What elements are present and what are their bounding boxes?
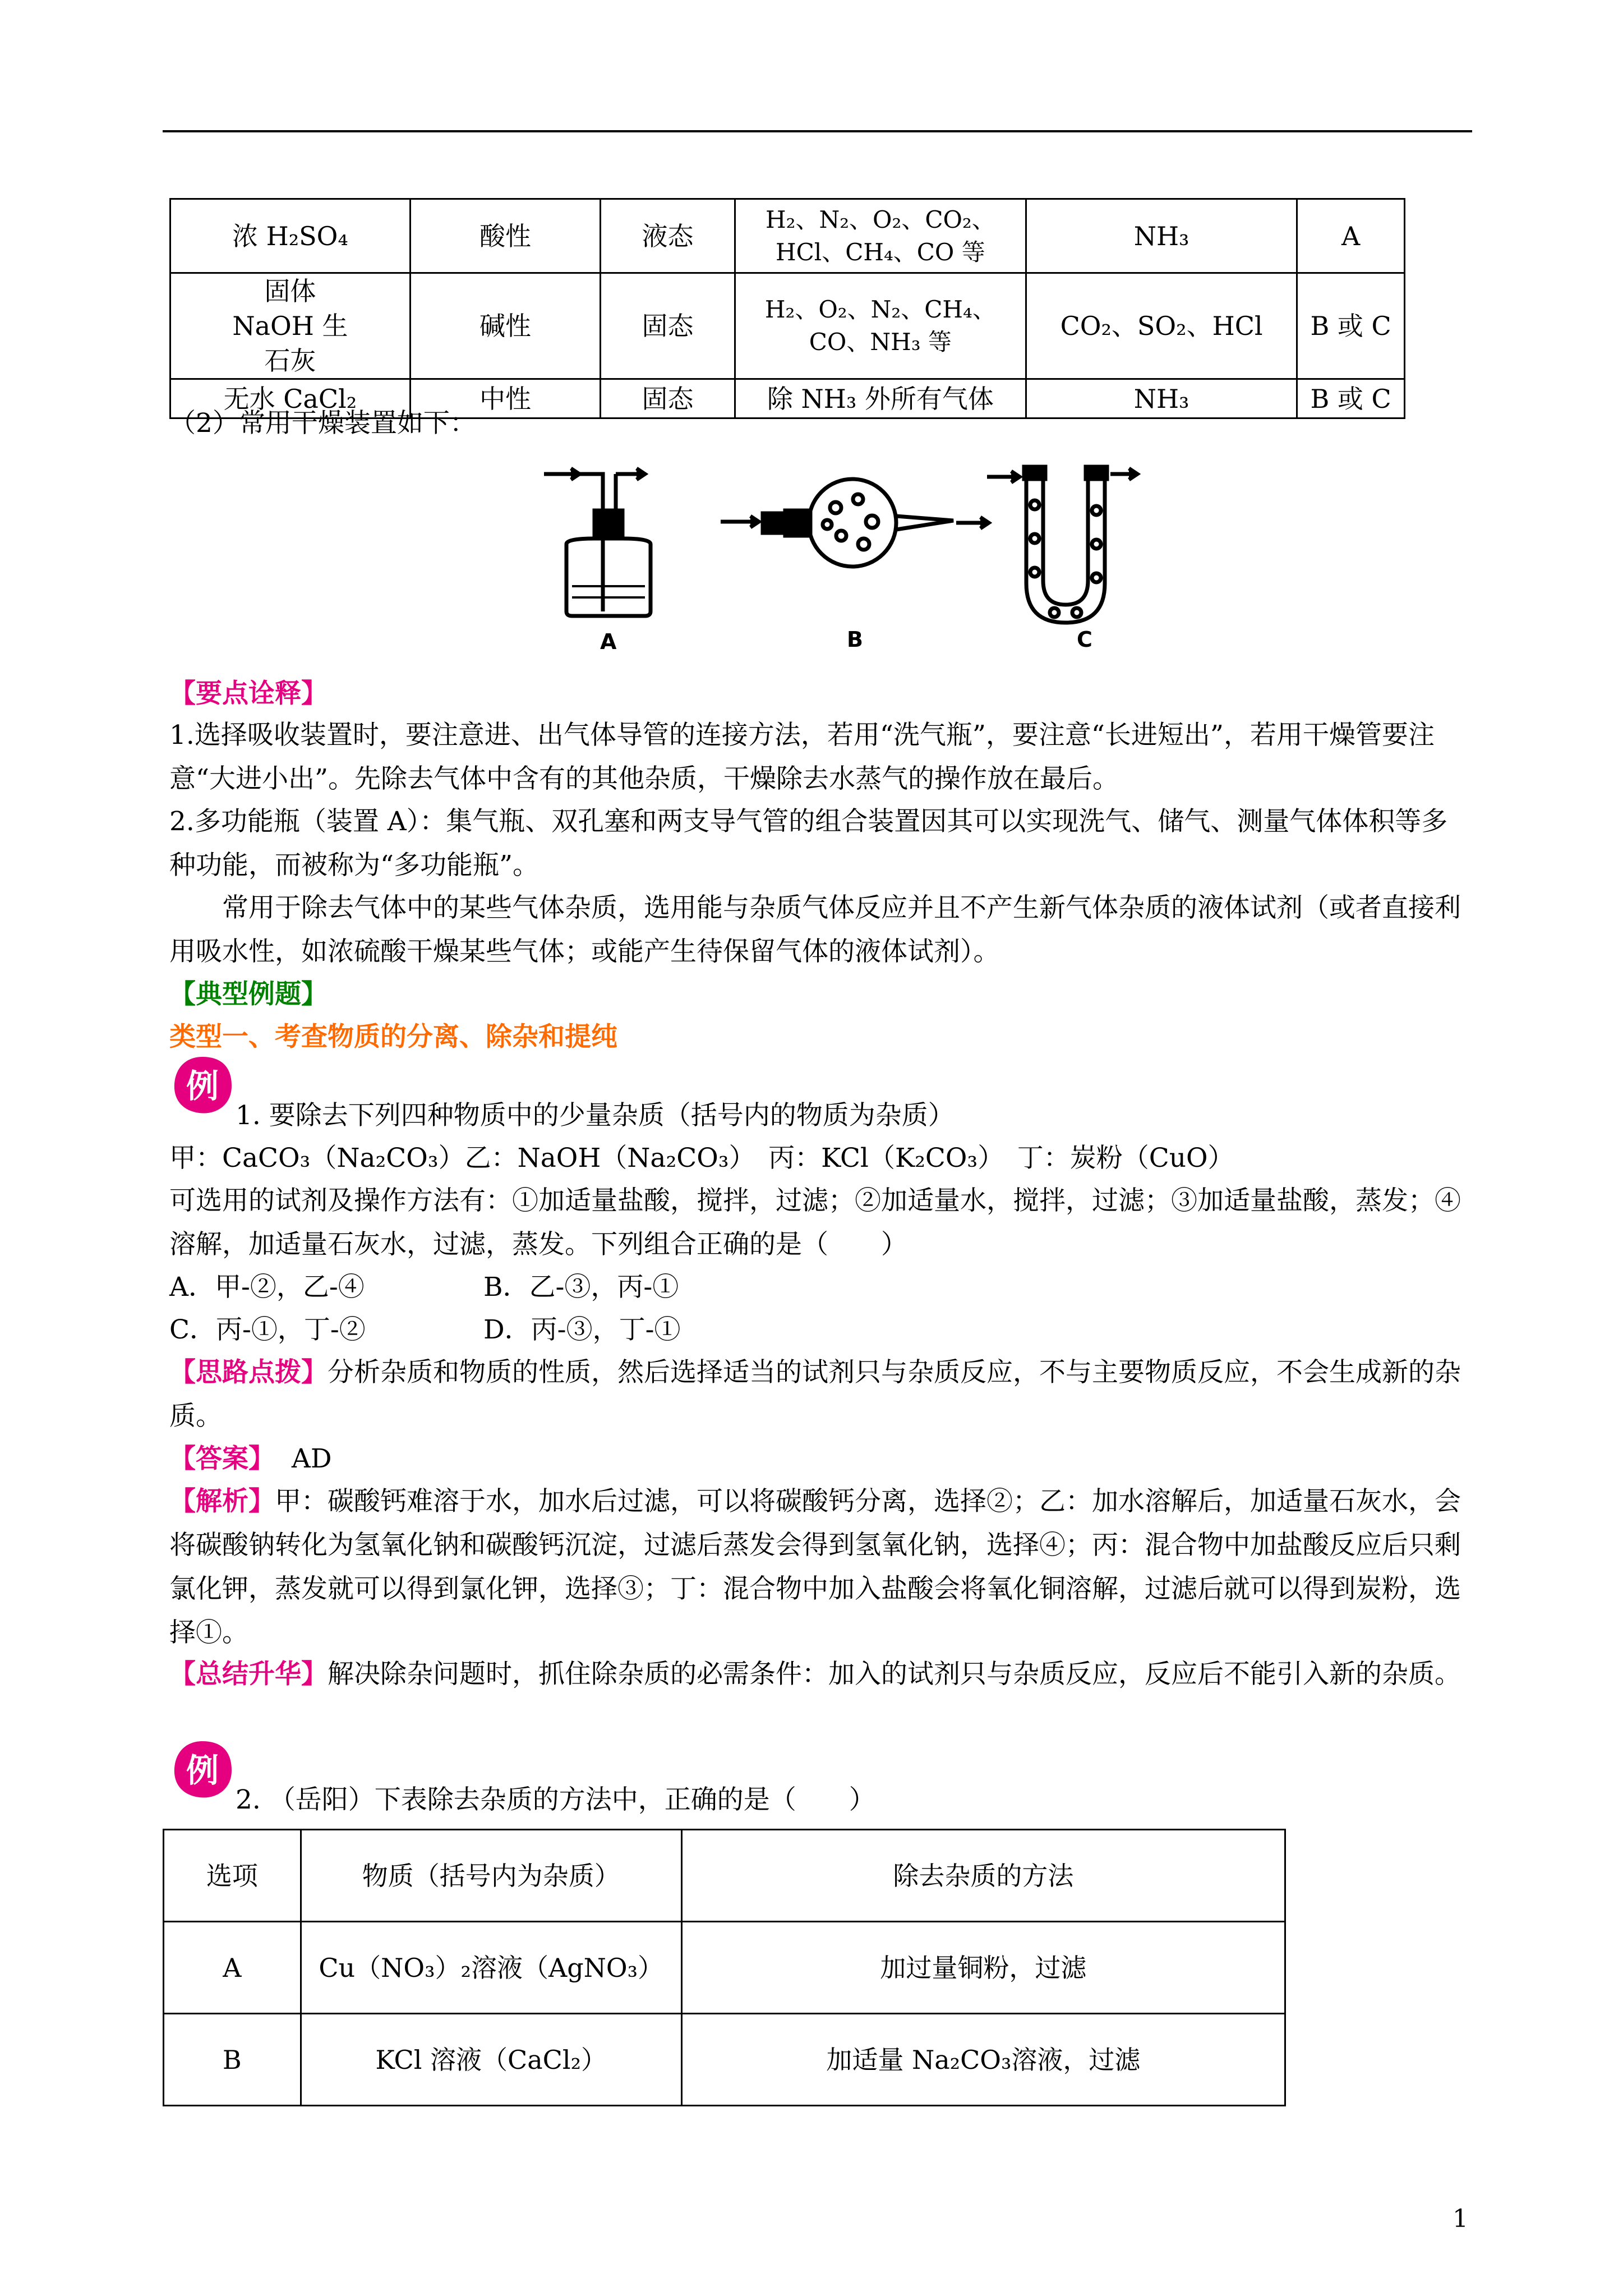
answer-label: 【答案】 [169, 1443, 275, 1474]
example-badge-icon [171, 1739, 234, 1802]
table-cell: KCl 溶液（CaCl₂） [301, 2014, 681, 2106]
figure-label-a: A [600, 629, 617, 654]
section-2-title: （2）常用干燥装置如下： [169, 408, 476, 439]
table-cell: 加适量 Na₂CO₃溶液，过滤 [681, 2014, 1285, 2106]
answer-line [169, 1437, 332, 1481]
table-cell: 固体 NaOH 生石灰 [170, 273, 411, 379]
table-cell: A [164, 1922, 301, 2014]
header-rule [163, 130, 1472, 132]
option-c: C．丙-①，丁-② [169, 1314, 366, 1345]
table-cell: 除 NH₃ 外所有气体 [735, 379, 1026, 418]
u-tube-c [987, 467, 1137, 623]
column-header: 选项 [164, 1830, 301, 1922]
keypoint-header: 【要点诠释】 [169, 678, 328, 709]
keypoint-paragraph-1: 1.选择吸收装置时，要注意进、出气体导管的连接方法，若用“洗气瓶”，要注意“长进短出”，若用干燥管要注意“大进小出”。先除去气体中含有的其他杂质，干燥除去水蒸气的操作放在最后。 [169, 720, 1435, 794]
option-a: A．甲-②，乙-④ [169, 1272, 365, 1303]
answer-text: AD [291, 1443, 332, 1474]
svg-text:例: 例 [186, 1067, 219, 1105]
table-cell: NH₃ [1026, 379, 1297, 418]
hint-paragraph [169, 1351, 1470, 1438]
table-cell: 碱性 [410, 273, 600, 379]
table-cell: 加过量铜粉，过滤 [681, 1922, 1285, 2014]
table-row [170, 199, 1405, 273]
svg-text:例: 例 [186, 1751, 219, 1789]
table-cell: A [1297, 199, 1405, 273]
column-header: 除去杂质的方法 [681, 1830, 1285, 1922]
table-cell: CO₂、SO₂、HCl [1026, 273, 1297, 379]
table-cell: 浓 H₂SO₄ [170, 199, 411, 273]
table-cell: 无水 CaCl₂ [170, 379, 411, 418]
example-1-methods: 可选用的试剂及操作方法有：①加适量盐酸，搅拌，过滤；②加适量水，搅拌，过滤；③加适量盐酸，蒸发；④溶解，加适量石灰水，过滤，蒸发。下列组合正确的是（ ） [169, 1185, 1461, 1260]
hint-text: 分析杂质和物质的性质，然后选择适当的试剂只与杂质反应，不与主要物质反应，不会生成新的杂质。 [169, 1357, 1461, 1432]
table-cell: 固态 [601, 379, 735, 418]
figure-label-b: B [847, 627, 863, 652]
desiccant-table [169, 198, 1405, 419]
table-cell: B 或 C [1297, 379, 1405, 418]
table-header-row [164, 1830, 1285, 1922]
table-cell: H₂、N₂、O₂、CO₂、HCl、CH₄、CO 等 [735, 199, 1026, 273]
drying-bulb-b [721, 479, 989, 567]
table-row [164, 2014, 1285, 2106]
keypoint-paragraph-3: 常用于除去气体中的某些气体杂质，选用能与杂质气体反应并且不产生新气体杂质的液体试剂（或者直接利用吸水性，如浓硫酸干燥某些气体；或能产生待保留气体的液体试剂）。 [169, 892, 1461, 967]
table-cell: NH₃ [1026, 199, 1297, 273]
table-cell: B [164, 2014, 301, 2106]
table-cell: H₂、O₂、N₂、CH₄、CO、NH₃ 等 [735, 273, 1026, 379]
figure-label-c: C [1077, 627, 1092, 652]
keypoint-paragraph-2: 2.多功能瓶（装置 A）：集气瓶、双孔塞和两支导气管的组合装置因其可以实现洗气、储气、测量气体体积等多种功能，而被称为“多功能瓶”。 [169, 806, 1448, 881]
impurity-removal-table [163, 1829, 1286, 2106]
column-header: 物质（括号内为杂质） [301, 1830, 681, 1922]
type1-title: 类型一、考查物质的分离、除杂和提纯 [169, 1022, 617, 1052]
table-cell: 酸性 [410, 199, 600, 273]
example-1-substances: 甲：CaCO₃（Na₂CO₃）乙：NaOH（Na₂CO₃） 丙：KCl（K₂CO₃） 丁：炭粉（CuO） [169, 1143, 1234, 1174]
table-cell: Cu（NO₃）₂溶液（AgNO₃） [301, 1922, 681, 2014]
option-b: B．乙-③，丙-① [483, 1272, 679, 1303]
analysis-text: 甲：碳酸钙难溶于水，加水后过滤，可以将碳酸钙分离，选择②；乙：加水溶解后，加适量石灰水，会将碳酸钠转化为氢氧化钠和碳酸钙沉淀，过滤后蒸发会得到氢氧化钠，选择④；丙：混合物中加盐酸反应后只剩氯化钾，蒸发就可以得到氯化钾，选择③；丁：混合物中加入盐酸会将氧化铜溶解，过滤后就可以得到炭粉，选择①。 [169, 1486, 1461, 1648]
summary-label: 【总结升华】 [169, 1659, 328, 1690]
table-cell: 中性 [410, 379, 600, 418]
analysis-label: 【解析】 [169, 1486, 275, 1517]
option-d: D．丙-③，丁-① [483, 1314, 681, 1345]
example-2-question: 2. （岳阳）下表除去杂质的方法中，正确的是（ ） [236, 1784, 875, 1815]
table-row [164, 1922, 1285, 2014]
table-cell: 液态 [601, 199, 735, 273]
hint-label: 【思路点拨】 [169, 1357, 328, 1388]
table-cell: B 或 C [1297, 273, 1405, 379]
analysis-paragraph [169, 1480, 1470, 1655]
example-1-question: 1. 要除去下列四种物质中的少量杂质（括号内的物质为杂质） [236, 1100, 955, 1131]
example-badge-icon [171, 1055, 234, 1117]
table-cell: 固态 [601, 273, 735, 379]
examples-header: 【典型例题】 [169, 979, 328, 1010]
summary-paragraph [169, 1653, 1470, 1696]
summary-text: 解决除杂问题时，抓住除杂质的必需条件：加入的试剂只与杂质反应，反应后不能引入新的杂质。 [328, 1659, 1461, 1690]
page-number: 1 [1453, 2205, 1468, 2233]
gas-washing-bottle-a [544, 468, 651, 616]
table-row [170, 273, 1405, 379]
